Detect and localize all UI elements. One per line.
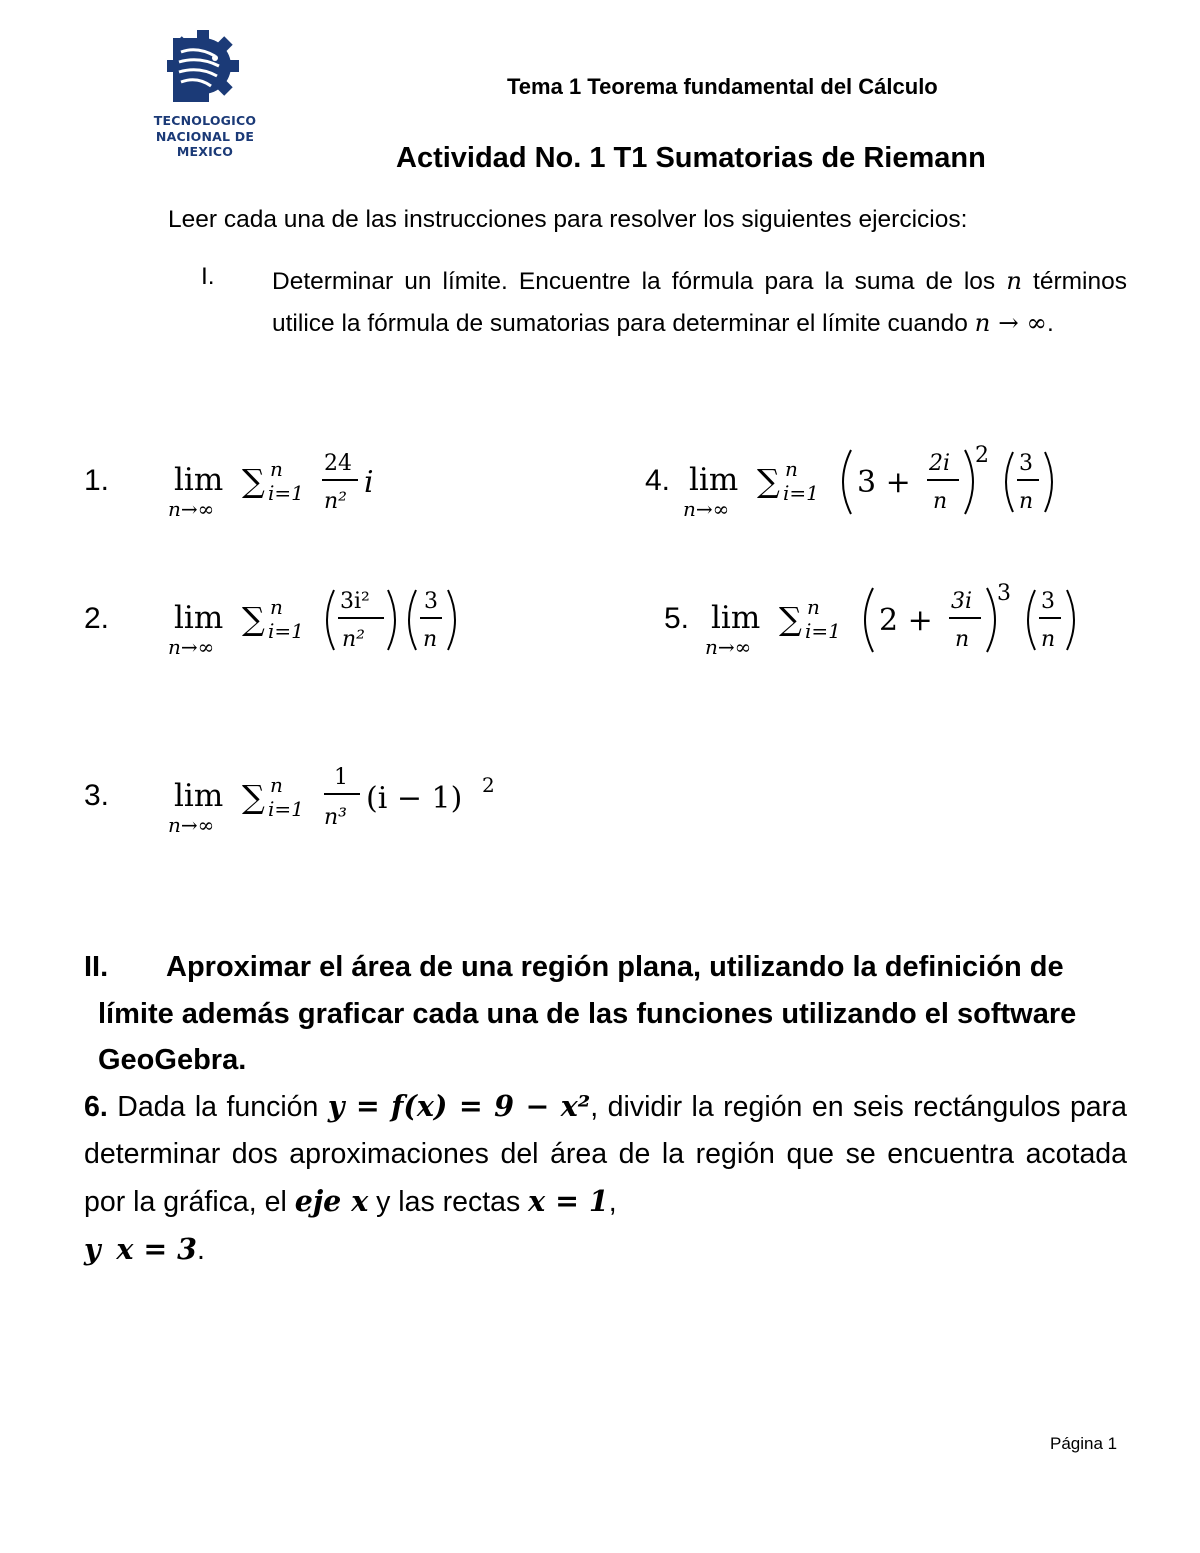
lim-text: lim: [174, 600, 224, 636]
exercise-6-label: 6.: [84, 1091, 108, 1123]
section2-line3: GeoGebra.: [98, 1044, 247, 1076]
frac2-denominator: n: [423, 627, 438, 652]
lim-text: lim: [689, 462, 739, 498]
lim-subscript: n→∞: [705, 635, 752, 659]
sum-upper: n: [270, 595, 283, 619]
exponent: 2: [482, 773, 495, 797]
right-paren: [1045, 452, 1052, 512]
frac-denominator: n²: [324, 489, 347, 514]
left-paren: [327, 590, 334, 650]
exercise-4-label: 4.: [645, 464, 671, 497]
tecnm-eagle-gear-icon: [130, 18, 280, 118]
sigma-symbol: ∑: [242, 600, 265, 638]
exercise-5-label: 5.: [664, 602, 690, 635]
lim-text: lim: [711, 600, 761, 636]
lim-text: lim: [174, 462, 224, 498]
frac1-numerator: 2i: [929, 451, 951, 476]
sum-upper: n: [785, 457, 798, 481]
frac-denominator: n³: [324, 805, 347, 830]
frac1-denominator: n: [933, 489, 948, 514]
section2-line1-row: [84, 944, 1127, 991]
exercise-6-axis: eje x: [294, 1184, 369, 1218]
left-paren: [865, 588, 873, 652]
sum-lower: i=1: [805, 619, 841, 643]
frac2-denominator: n: [1019, 489, 1034, 514]
right-paren: [965, 450, 973, 514]
sum-lower: i=1: [268, 619, 304, 643]
left-paren: [1028, 590, 1035, 650]
sum-lower: i=1: [783, 481, 819, 505]
section2-line1: Aproximar el área de una región plana, utilizando la definición de: [166, 951, 1064, 983]
exercise-6-text-5: .: [196, 1234, 205, 1266]
sum-upper: n: [270, 457, 283, 481]
lim-text: lim: [174, 778, 224, 814]
right-paren: [987, 588, 995, 652]
header-topic: Tema 1 Teorema fundamental del Cálculo: [507, 74, 938, 99]
exercise-6-text-3: y las rectas: [368, 1186, 529, 1218]
frac1-denominator: n²: [342, 627, 365, 652]
section2-numeral: II.: [84, 951, 109, 983]
exponent: 3: [997, 581, 1011, 606]
sum-upper: n: [807, 595, 820, 619]
frac2-numerator: 3: [424, 589, 438, 614]
frac1-denominator: n: [955, 627, 970, 652]
logo-text-line1: TECNOLOGICO: [153, 113, 257, 128]
exercise-5-formula: [705, 578, 1105, 668]
exponent: 2: [975, 443, 989, 468]
exercise-3-formula: [168, 756, 508, 846]
page-number: Página 1: [1050, 1434, 1118, 1453]
frac2-numerator: 3: [1041, 589, 1055, 614]
institution-logo: [130, 18, 280, 159]
term-i: i: [364, 465, 374, 500]
exercise-6-y: y: [84, 1232, 101, 1266]
right-paren: [448, 590, 455, 650]
exercise-1-formula: [168, 440, 468, 530]
sum-upper: n: [270, 773, 283, 797]
frac-numerator: 1: [334, 765, 348, 790]
sum-lower: i=1: [268, 797, 304, 821]
lead-term: 2 +: [879, 603, 933, 638]
exercise-6-function: y = f(x) = 9 − x²: [327, 1089, 591, 1123]
exercise-6-paragraph: [84, 1083, 1127, 1274]
section2-line2: límite además graficar cada una de las funciones utilizando el software: [98, 997, 1077, 1030]
exercise-4-formula: [683, 440, 1083, 530]
section1-text: [272, 260, 1127, 344]
exercise-6-line-x3: x = 3: [116, 1232, 197, 1266]
lim-subscript: n→∞: [168, 813, 215, 837]
instructions-text: Leer cada una de las instrucciones para resolver los siguientes ejercicios:: [168, 206, 968, 233]
frac-numerator: 24: [324, 451, 352, 476]
exercise-2-formula: [168, 578, 488, 668]
exercise-2-label: 2.: [84, 602, 110, 635]
sigma-symbol: ∑: [779, 600, 802, 638]
lead-term: 3 +: [857, 465, 911, 500]
left-paren: [843, 450, 851, 514]
left-paren: [409, 590, 416, 650]
section1-numeral: I.: [201, 263, 215, 290]
sum-lower: i=1: [268, 481, 304, 505]
section2: [84, 944, 1127, 1084]
exercise-6-text-1: Dada la función: [107, 1091, 328, 1123]
frac1-numerator: 3i²: [340, 589, 370, 614]
lim-subscript: n→∞: [168, 635, 215, 659]
exercise-6-line-x1: x = 1: [528, 1184, 609, 1218]
section1-limit-expr: n → ∞: [974, 308, 1047, 337]
frac2-denominator: n: [1041, 627, 1056, 652]
term-expression: (i − 1): [366, 781, 463, 816]
section1-text-b: términos utilice la fórmula de sumatorias para determinar el límite cuando: [272, 268, 1127, 337]
right-paren: [1067, 590, 1074, 650]
frac1-numerator: 3i: [951, 589, 973, 614]
lim-subscript: n→∞: [683, 497, 730, 521]
section1-var-n: n: [1006, 266, 1022, 295]
section1-text-c: .: [1046, 310, 1054, 337]
right-paren: [388, 590, 395, 650]
logo-text-line2: NACIONAL DE MEXICO: [155, 129, 255, 159]
exercise-6-text-2: , dividir la región en seis rectángulos para determinar dos aproximaciones del área de la región que se encuentra acotada por la gráfica, el: [84, 1091, 1127, 1218]
section1-text-a: Determinar un límite. Encuentre la fórmula para la suma de los: [272, 268, 1007, 295]
document-title: Actividad No. 1 T1 Sumatorias de Riemann: [396, 142, 986, 174]
frac2-numerator: 3: [1019, 451, 1033, 476]
left-paren: [1006, 452, 1013, 512]
exercise-1-label: 1.: [84, 464, 110, 497]
exercise-6-text-4: ,: [608, 1186, 617, 1218]
lim-subscript: n→∞: [168, 497, 215, 521]
sigma-symbol: ∑: [242, 778, 265, 816]
exercise-3-label: 3.: [84, 779, 110, 812]
sigma-symbol: ∑: [757, 462, 780, 500]
sigma-symbol: ∑: [242, 462, 265, 500]
